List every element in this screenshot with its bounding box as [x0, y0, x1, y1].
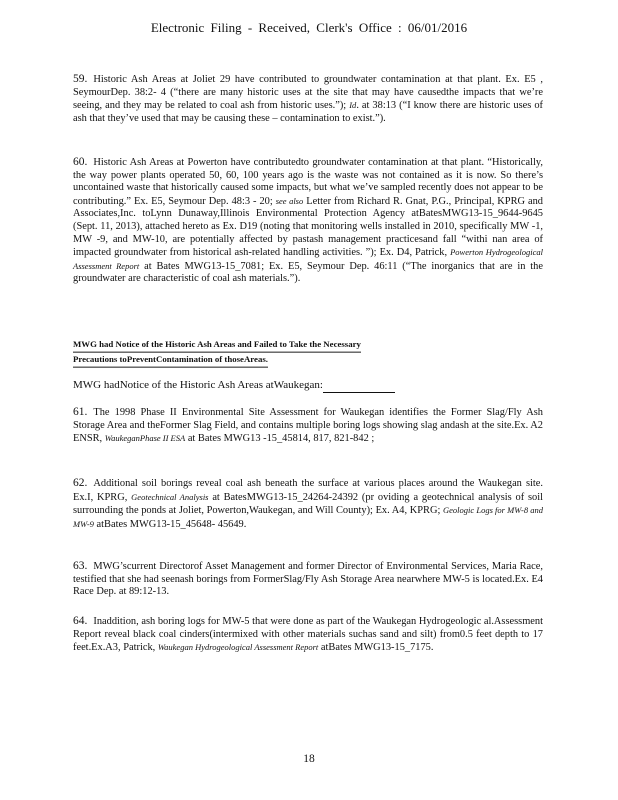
report-title: WaukeganPhase II ESA [104, 433, 186, 444]
paragraph-63 [73, 560, 543, 599]
paragraph-text: atBates MWG13-15_7175. [320, 642, 434, 654]
paragraph-number: 62. [73, 477, 88, 489]
paragraph-text: The 1998 Phase II Environmental Site Assessment for Waukegan identifies the Former Slag/Fly Ash Storage Area and theFormer Slag Field, and contains multiple boring logs showing slag andash at the site.Ex. A2 ENSR, [73, 407, 543, 445]
paragraph-text: . at 38:13 (“I know there are historic uses of ash that they’ve used that may be causing these – contamination to exist.”). [73, 100, 543, 124]
page-header: Electronic Filing - Received, Clerk's Office : 06/01/2016 [150, 20, 468, 35]
report-title: Geologic Logs for MW-8 and MW-9 [73, 505, 543, 529]
paragraph-number: 59. [73, 73, 88, 85]
paragraph-number: 61. [73, 406, 88, 418]
paragraph-62 [73, 477, 543, 531]
subheading-text: MWG hadNotice of the Historic Ash Areas atWaukegan: [73, 379, 323, 391]
citation-see-also: see also [275, 195, 304, 206]
paragraph-text: Additional soil borings reveal coal ash beneath the surface at various places around the Waukegan site. Ex.I, KPRG, [73, 478, 543, 503]
paragraph-59 [73, 73, 543, 125]
section-heading-line1: MWG had Notice of the Historic Ash Areas and Failed to Take the Necessary [73, 338, 361, 352]
paragraph-text: Historic Ash Areas at Powerton have contributedto groundwater contamination at that plant. “Historically, the way power plants operated 50, 60, 100 years ago is the waste was not contained as it is now. So there’s uncontained waste that historically caused some impacts, but what we’ve sampled recently does not appear to be contributing.” Ex. E5, Seymour Dep. 48:3 - 20; [73, 157, 543, 207]
report-title: Waukegan Hydrogeological Assessment Report [157, 642, 319, 653]
page-number: 18 [303, 753, 315, 765]
subheading-underline [323, 392, 395, 393]
paragraph-number: 60. [73, 156, 88, 168]
paragraph-number: 63. [73, 560, 88, 572]
paragraph-61 [73, 406, 543, 446]
paragraph-text: at BatesMWG13-15_24264-24392 (pr oviding a geotechnical analysis of soil surrounding the ponds at Joliet, Powerton,Waukegan, and Will County); Ex. A4, KPRG; [73, 491, 543, 517]
report-title: Powerton Hydrogeological Assessment Report [73, 247, 543, 271]
subheading [73, 379, 543, 393]
report-title: Geotechnical Analysis [131, 491, 209, 502]
section-heading [73, 338, 543, 367]
paragraph-text: atBates MWG13-15_45648- 45649. [96, 518, 247, 530]
citation-id: Id [349, 100, 357, 111]
paragraph-number: 64. [73, 615, 88, 627]
paragraph-text: MWG’scurrent Directorof Asset Management and former Director of Environmental Services, Maria Race, testified that she had seenash borings from FormerSlag/Fly Ash Storage Area nearwhere MW-5 is located.Ex. E4 Race Dep. at 89:12-13. [73, 561, 543, 598]
paragraph-text: at Bates MWG13-15_7081; Ex. E5, Seymour Dep. 46:11 (“The inorganics that are in the groundwater are characteristic of coal ash materials.”). [73, 260, 543, 285]
section-heading-line2: Precautions toPreventContamination of thoseAreas. [73, 353, 268, 367]
paragraph-64 [73, 615, 543, 655]
paragraph-text: Historic Ash Areas at Joliet 29 have contributed to groundwater contamination at that plant. Ex. E5 , SeymourDep. 38:2- 4 (“there are many historic uses at the site that may have causedthe impacts that we’re seeing, and they may be related to coal ash from historic uses.”); [73, 74, 543, 112]
paragraph-text: Inaddition, ash boring logs for MW-5 that were done as part of the Waukegan Hydrogeologic al.Assessment Report reveal black coal cinders(intermixed with other materials suchas sand and silt) from0.5 feet depth to 17 feet.Ex.A3, Patrick, [73, 616, 543, 654]
paragraph-60 [73, 156, 543, 286]
paragraph-text: at Bates MWG13 -15_45814, 817, 821-842 ; [187, 433, 375, 445]
paragraph-text: Letter from Richard R. Gnat, P.G., Principal, KPRG and Associates,Inc. toLynn Dunaway,Illinois Environmental Protection Agency atBatesMWG13-15_9644-9645 (Sept. 11, 2013), attached hereto as Ex. D19 (noting that monitoring wells installed in 2010, specifically MW -1, MW -9, and MW-10, are potentially affected by pastash management practicesand fall “withi nan area of impacted groundwater from historical ash-related handling activities. ”); Ex. D4, Patrick, [73, 195, 543, 259]
